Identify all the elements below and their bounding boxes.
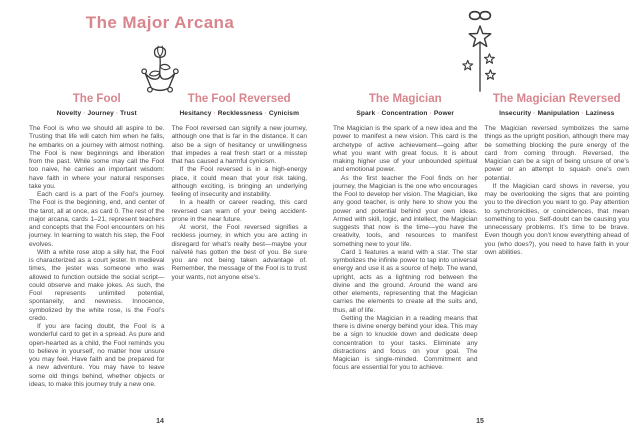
section-heading: The Magician	[368, 93, 442, 105]
left-page-columns	[29, 93, 307, 405]
keyword: Manipulation	[537, 110, 580, 117]
section-heading: The Fool	[72, 93, 121, 105]
section-keywords	[333, 110, 478, 117]
body-paragraph: As the first teacher the Fool finds on her journey, the Magician is the one who encourages the Fool to develop her vision. The Magician, like any good teacher, is only here to show you the power and potential behind your own ideas. Armed with skill, logic, and intellect, the Magician suggests that now is the time—you have the creativity, tools, and resources to manifest something new to your life.	[333, 174, 478, 248]
keyword: Laziness	[585, 110, 615, 117]
body-paragraph: The Fool reversed can signify a new journey, although one that is far in the distance. It can also be a sign of hesitancy or unwillingness that impedes a real fresh start or a misstep that has caused a harmful cynicism.	[171, 125, 307, 165]
infinity-icon	[464, 8, 496, 23]
keyword-separator-icon: ·	[83, 110, 86, 117]
keyword-separator-icon: ·	[377, 110, 380, 117]
keyword: Recklessness	[217, 110, 263, 117]
section-the-fool	[29, 93, 165, 405]
body-paragraph: Each card is a part of the Fool’s journey. The Fool is the beginning, end, and center of the tarot, all at once, as card 0. The rest of the major arcana, cards 1–21, represent teachers and concepts that the Fool encounters on his journey. In learning to watch his step, the Fool evolves.	[29, 191, 165, 248]
keyword-separator-icon: ·	[533, 110, 536, 117]
body-paragraph: The Fool is who we should all aspire to be. Trusting that life will catch him when he falls, he embarks on a journey with almost nothing. The Fool is new beginnings and liberation from the past. While some may call the Fool too naive, he carries an important wisdom: have faith in where your natural responses take you.	[29, 125, 165, 190]
keyword: Novelty	[56, 110, 82, 117]
body-paragraph: If the Magician card shows in reverse, you may be overlooking the signs that are pointing you to the direction you want to go. Pay attention to synchronicities, or coincidences, that mean something to you. Self-doubt can be causing you unnecessary problems. It’s time to be brave. Even though you don’t know everything ahead of you (who does?), you need to have faith in your own abilities.	[484, 182, 629, 256]
section-the-magician	[333, 93, 478, 405]
section-keywords	[485, 110, 630, 117]
keyword: Spark	[356, 110, 376, 117]
section-heading: The Magician Reversed	[492, 93, 621, 105]
keyword-separator-icon: ·	[581, 110, 584, 117]
keyword: Insecurity	[499, 110, 532, 117]
page-number-right: 15	[476, 418, 484, 425]
body-paragraph: Card 1 features a wand with a star. The star symbolizes the infinite power to tap into universal energy and use it as a source of help. The wand, upright, acts as a lightning rod between the divine and the ground. Around the wand are other elements, representing that the Magician carries the elements to create all the suits and, thus, all of life.	[333, 248, 478, 314]
keyword: Hesitancy	[179, 110, 212, 117]
section-the-magician-reversed	[485, 93, 630, 405]
page-number-left: 14	[156, 418, 164, 425]
body-paragraph: If you are facing doubt, the Fool is a wonderful card to get in a spread. As pure and open-hearted as a child, the Fool reminds you to believe in yourself, no matter how unsure you may feel. Have faith and be prepared for a new adventure. You may have to leave some old things behind, whether objects or ideas, to make this journey truly a new one.	[29, 323, 165, 388]
body-paragraph: In a health or career reading, this card reversed can warn of your being accident-prone in the near future.	[171, 199, 307, 223]
keyword-separator-icon: ·	[115, 110, 119, 117]
keyword: Concentration	[381, 110, 428, 117]
section-heading: The Fool Reversed	[187, 93, 291, 105]
chapter-title: The Major Arcana	[85, 13, 235, 32]
body-paragraph: With a white rose atop a silly hat, the Fool is characterized as a court jester. In medieval times, the jester was someone who was allowed to function outside the social script—could observe and make jokes. As such, the Fool represents unlimited potential, spontaneity, and newness. Innocence, symbolized by the white rose, is the Fool’s credo.	[29, 248, 165, 322]
keyword-separator-icon: ·	[264, 110, 267, 117]
section-the-fool-reversed	[172, 93, 308, 405]
keyword-separator-icon: ·	[213, 110, 216, 117]
jester-crown-rose-icon	[133, 37, 187, 95]
body-paragraph: Getting the Magician in a reading means that there is divine energy behind your idea. This may be a sign to knuckle down and dedicate deep concentration to your tasks. Eliminate any distractions and focus on your goal. The Magician is single-minded. Commitment and focus are essential for you to achieve.	[333, 314, 478, 372]
body-paragraph: At worst, the Fool reversed signifies a reckless journey, in which you are acting in disregard for what’s really best—maybe your naïveté has gotten the best of you. Be sure you are not being taken advantage of. Remember, the message of the Fool is to trust your wants, not anyone else’s.	[171, 224, 307, 281]
keyword: Power	[433, 110, 455, 117]
keyword: Cynicism	[268, 110, 300, 117]
body-paragraph: The Magician reversed symbolizes the same things as the upright position, although there may be something blocking the pure energy of the card from coming through. Reversed, the Magician can be a sign of being unsure of one’s power or an attempt to squash one’s own potential.	[484, 125, 629, 182]
right-page-columns	[333, 93, 629, 405]
wand-stars-icon	[459, 25, 501, 93]
section-keywords	[172, 110, 308, 117]
keyword: Trust	[120, 110, 137, 117]
body-paragraph: If the Fool reversed is in a high-energy place, it could mean that your risk taking, although exciting, is bringing an underlying feeling of insecurity and instability.	[171, 166, 307, 198]
keyword: Journey	[87, 110, 114, 117]
section-keywords	[29, 110, 165, 117]
right-page	[320, 0, 640, 435]
keyword-separator-icon: ·	[429, 110, 432, 117]
body-paragraph: The Magician is the spark of a new idea and the power to manifest a new vision. This card is the archetype of active achievement—going after what you want with great focus. It is about making higher use of your unbounded spiritual and emotional power.	[333, 125, 478, 174]
